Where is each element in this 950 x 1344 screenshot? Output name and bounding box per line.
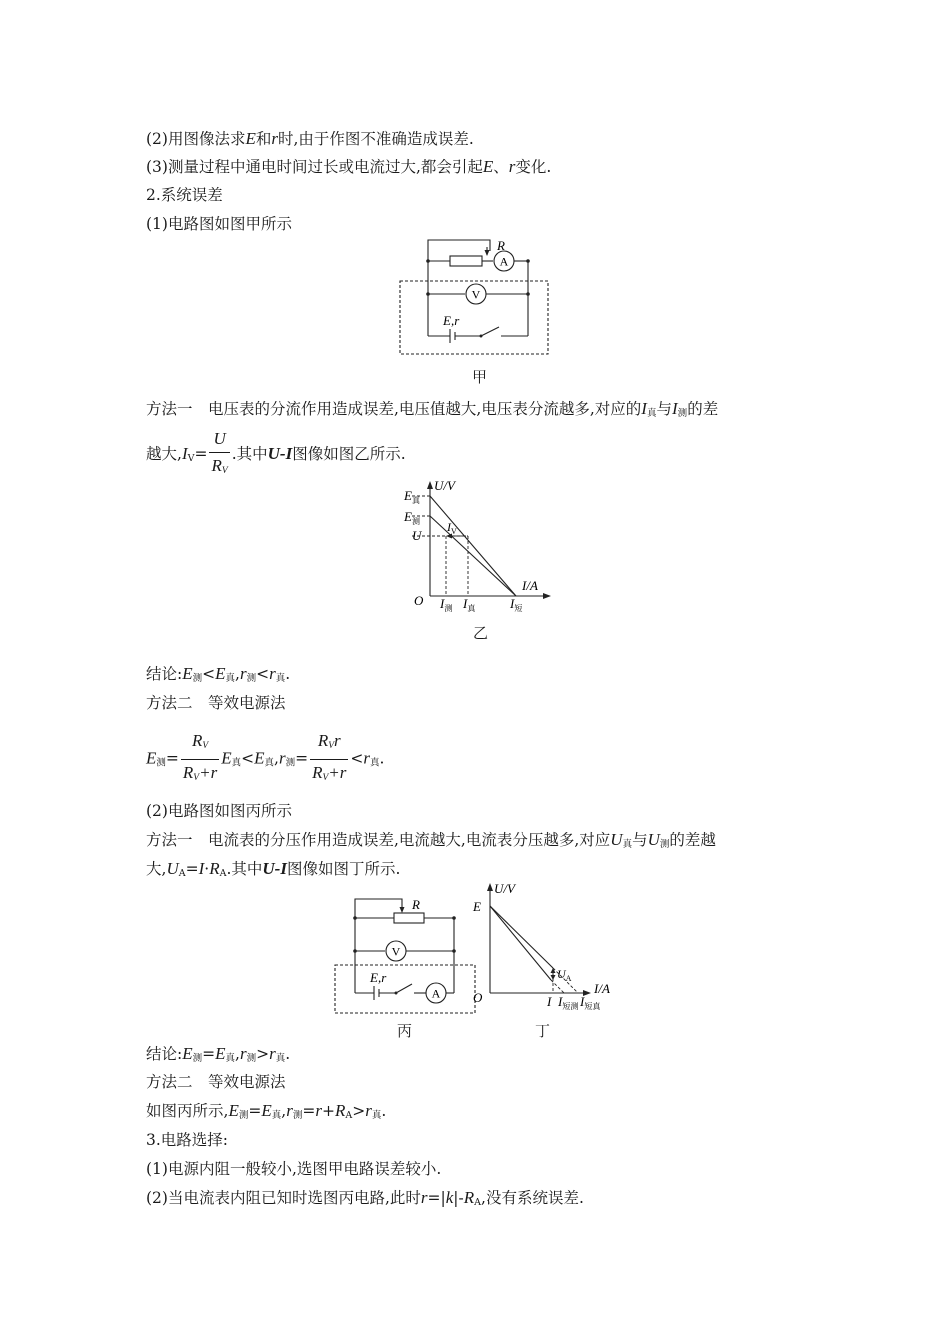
label-I-meas: $I_测$ — [440, 596, 453, 613]
caption-jia: 甲 — [472, 368, 488, 386]
fraction-U-over-RV: $\frac{U}{R_V}$ — [211, 429, 228, 476]
caption-yi: 乙 — [473, 624, 489, 642]
x-axis-label: I/A — [522, 578, 538, 593]
label-I: I — [547, 994, 552, 1009]
caption-bing: 丙 — [397, 1022, 413, 1040]
text-line-choice-1: (1)电源内阻一般较小,选图甲电路误差较小. — [146, 1160, 442, 1178]
text-line-time-error: (3)测量过程中通电时间过长或电流过大,都会引起E、r变化. — [146, 157, 552, 176]
ui-graph-ding — [470, 880, 620, 1018]
label-UA: $U_A$ — [557, 967, 572, 983]
method2-heading: 方法二 等效电源法 — [146, 694, 286, 712]
ammeter-icon: A — [431, 986, 441, 1001]
fraction-RV-over-RV-plus-r: $\frac{R_V}{R_V+r}$ — [182, 731, 218, 783]
y-axis-label: U/V — [434, 478, 455, 493]
label-source: E,r — [443, 313, 460, 328]
circuit-diagram-jia — [395, 236, 555, 361]
label-E-meas: $E_测$ — [404, 509, 420, 526]
label-R: R — [497, 238, 505, 253]
ammeter-icon: A — [499, 254, 509, 269]
equation-equivalent-source: $E_测=$ $\frac{R_V}{R_V+r}$ $E_真<E_真,r_测=$ $\frac{R_Vr}{R_V+r}$ $<r_真$. — [146, 730, 384, 789]
voltmeter-icon: V — [391, 944, 401, 959]
text-line-method1: 方法一 电压表的分流作用造成误差,电压值越大,电压表分流越多,对应的$I_真$与$I_测$的差 — [146, 399, 719, 419]
label-U: U — [412, 528, 422, 543]
label-source: E,r — [370, 970, 387, 985]
heading-system-error: 2.系统误差 — [146, 186, 223, 204]
subheading-circuit-jia: (1)电路图如图甲所示 — [146, 215, 292, 233]
fraction-RVr-over-RV-plus-r: $\frac{R_Vr}{R_V+r}$ — [312, 731, 347, 783]
label-E: E — [473, 899, 481, 914]
label-I-short-meas: $I_{短测}$ — [558, 994, 579, 1011]
label-R: R — [412, 897, 420, 912]
conclusion-2: 结论$:E_测=E_真,r_测>r_真$. — [146, 1044, 291, 1064]
label-I-short-true: $I_{短真}$ — [580, 994, 601, 1011]
text-line-method3: 方法一 电流表的分压作用造成误差,电流越大,电流表分压越多,对应$U_真$与$U_测$的差越 — [146, 830, 716, 850]
conclusion-1: 结论$:E_测<E_真,r_测<r_真$. — [146, 664, 291, 684]
method2-heading-b: 方法二 等效电源法 — [146, 1073, 286, 1091]
text-line-graph-error: (2)用图像法求E和r时,由于作图不准确造成误差. — [146, 129, 474, 148]
label-I-short: $I_短$ — [510, 596, 523, 613]
circuit-diagram-bing — [330, 893, 480, 1023]
text-line-equiv-bing: 如图丙所示$,E_测=E_真,r_测=r+R_A>r_真$. — [146, 1101, 387, 1121]
ui-graph-yi — [400, 478, 560, 616]
caption-ding: 丁 — [535, 1022, 551, 1040]
label-Iv: $I_V$ — [447, 520, 457, 536]
heading-circuit-choice: 3.电路选择: — [146, 1131, 229, 1149]
subheading-circuit-bing: (2)电路图如图丙所示 — [146, 802, 292, 820]
origin-label: O — [473, 990, 483, 1005]
text-line-method1-formula: 越大$,I_V=$ $\frac{U}{R_V}$ .其中U-I图像如图乙所示. — [146, 428, 406, 482]
voltmeter-icon: V — [471, 287, 481, 302]
x-axis-label: I/A — [594, 981, 610, 996]
origin-label: O — [414, 593, 424, 608]
label-E-true: $E_真$ — [404, 488, 420, 505]
text-line-method3-formula: 大$,U_A=I\cdot R_A$.其中U-I图像如图丁所示. — [146, 859, 401, 879]
label-I-true: $I_真$ — [463, 596, 476, 613]
text-line-choice-2: (2)当电流表内阻已知时选图丙电路,此时$r=|k|-R_A$,没有系统误差. — [146, 1188, 584, 1208]
y-axis-label: U/V — [494, 881, 515, 896]
